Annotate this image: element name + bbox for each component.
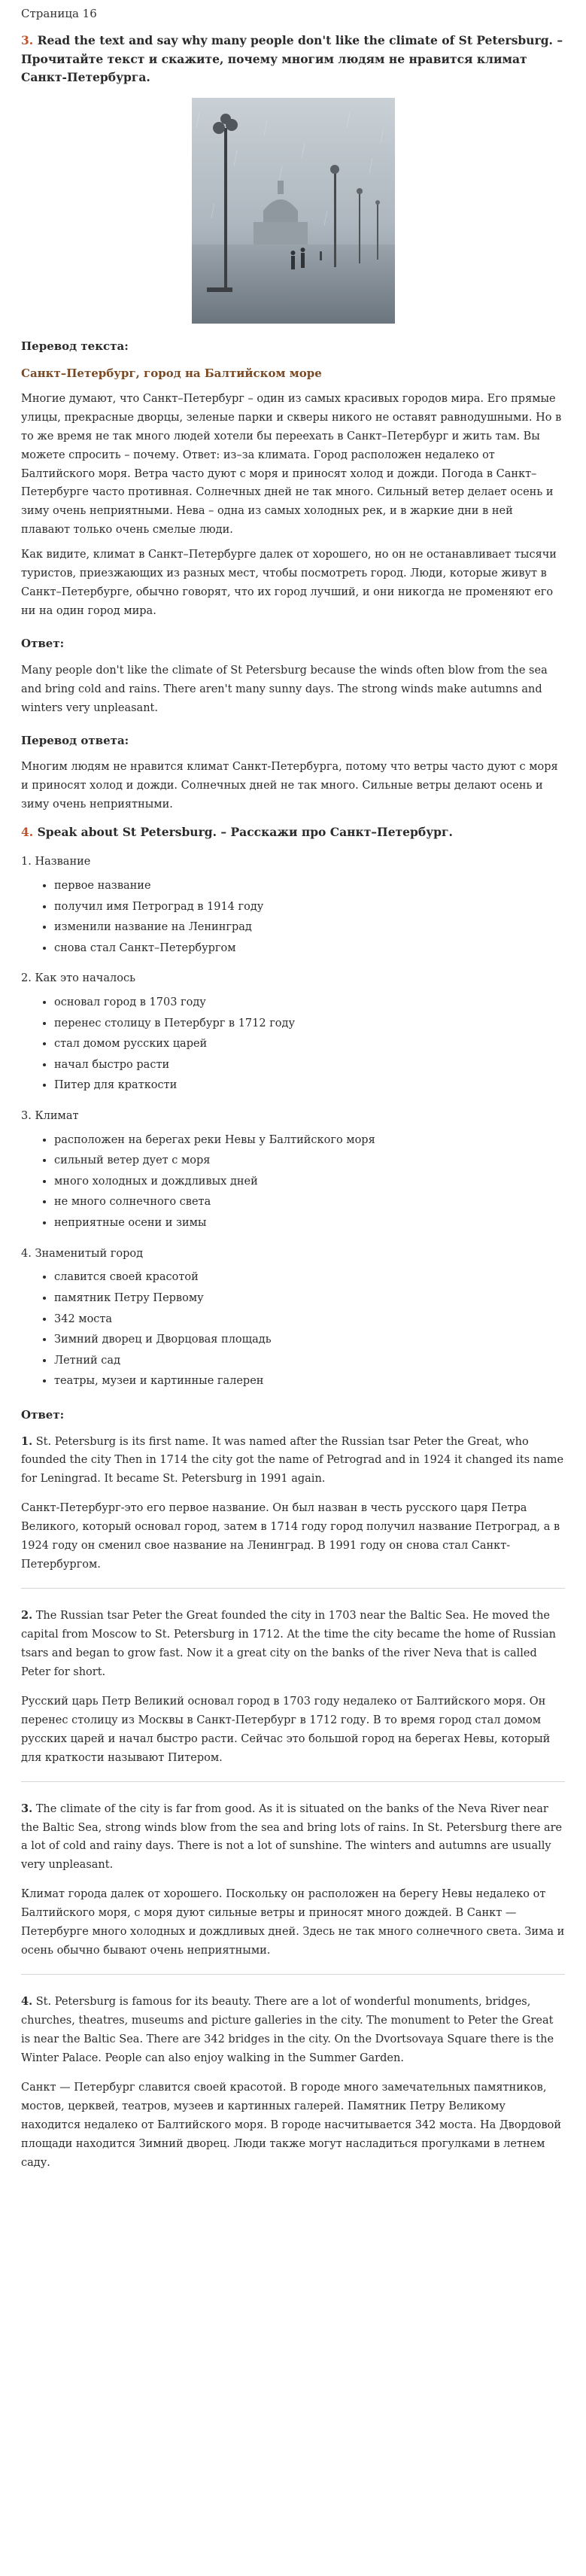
plan-list (21, 1267, 565, 1391)
plan-heading: 3. Климат (21, 1109, 79, 1122)
plan-item: • основал город в 1703 году (54, 993, 565, 1014)
answer-en (21, 1993, 565, 2068)
plan-item: • славится своей красотой (54, 1267, 565, 1288)
divider (21, 1974, 565, 1975)
st-petersburg-rainy-square-photo (192, 98, 395, 324)
task-3-text: Read the text and say why many people don't like the climate of St Petersburg. – Прочитайте текст и скажите, почему многим людям не нравится климат Санкт-Петербурга. (21, 32, 563, 85)
answer-block-2 (21, 1607, 565, 1768)
answer-en (21, 1433, 565, 1489)
answer-number: 4. (21, 1995, 33, 2009)
plan-item: • неприятные осени и зимы (54, 1213, 565, 1234)
plan-item: • Зимний дворец и Дворцовая площадь (54, 1330, 565, 1351)
divider (21, 1781, 565, 1782)
task-4-instruction (21, 823, 565, 842)
plan-item: • не много солнечного света (54, 1192, 565, 1213)
plan-list (21, 1130, 565, 1234)
plan-item: • Летний сад (54, 1351, 565, 1372)
answer-heading: Ответ: (21, 637, 65, 651)
answer-number: 2. (21, 1609, 33, 1623)
plan-item: • перенес столицу в Петербург в 1712 году (54, 1014, 565, 1035)
answer-ru: Санкт — Петербург славится своей красотой. В городе много замечательных памятников, мостов, церквей, театров, музеев и картинных галерей. Памятник Петру Великому находится недалеко от Балтийского моря. В городе насчитывается 342 моста. На Двордовой площади находится Зимний дворец. Люди также могут насладиться прогулками в летнем саду. (21, 2081, 562, 2169)
plan-section-3 (21, 1107, 565, 1234)
answer-en-text: The climate of the city is far from good. As it is situated on the banks of the Neva River near the Baltic Sea, strong winds blow from the sea and bring lots of rains. In St. Petersburg there are a lot of cold and rainy days. There is not a lot of sunshine. The winters and autumns are usually very unpleasant. (21, 1802, 563, 1872)
task-3-number: 3. (21, 32, 34, 47)
plan-item: • много холодных и дождливых дней (54, 1172, 565, 1193)
text-paragraph-2: Как видите, климат в Санкт–Петербурге далек от хорошего, но он не останавливает тысячи туристов, приезжающих из разных мест, чтобы посмотреть город. Люди, которые живут в Санкт–Петербурге, обычно говорят, что их город лучший, и они никогда не променяют его ни на один город мира. (21, 549, 557, 618)
plan-section-2 (21, 969, 565, 1096)
answer-number: 3. (21, 1802, 33, 1815)
answer-en (21, 1800, 565, 1875)
plan-item: • получил имя Петроград в 1914 году (54, 897, 565, 918)
plan-item: • снова стал Санкт–Петербургом (54, 938, 565, 960)
page-number-label: Страница 16 (21, 7, 97, 20)
answer-en-text: The Russian tsar Peter the Great founded the city in 1703 near the Baltic Sea. He moved the capital from Moscow to St. Petersburg in 1712. At the time the city became the home of Russian tsars and began to grow fast. Now it a great city on the banks of the river Neva that is called Peter for short. (21, 1610, 556, 1678)
answer-block-3 (21, 1800, 565, 1961)
answer-block-1 (21, 1433, 565, 1575)
photo-container (21, 98, 565, 324)
plan-item: • театры, музеи и картинные галерен (54, 1371, 565, 1392)
text-title: Санкт–Петербург, город на Балтийском море (21, 366, 322, 380)
plan-heading: 2. Как это началось (21, 972, 135, 985)
task-4-answer-heading: Ответ: (21, 1407, 65, 1422)
plan-section-1 (21, 853, 565, 959)
answer-ru: Санкт-Петербург-это его первое название. Он был назван в честь русского царя Петра Великого, который основал город, затем в 1714 году город получил название Петроград, а в 1924 году он сменил свое название на Ленинград. В 1991 году он снова стал Санкт-Петербургом. (21, 1502, 560, 1571)
plan-item: • начал быстро расти (54, 1055, 565, 1076)
answer-translation-heading: Перевод ответа: (21, 733, 129, 747)
answer-translation: Многим людям не нравится климат Санкт-Петербурга, потому что ветры часто дуют с моря и приносят холод и дожди. Солнечных дней не так много. Сильные ветры делают осень и зиму очень неприятными. (21, 761, 558, 811)
translation-heading: Перевод текста: (21, 339, 129, 354)
plan-heading: 4. Знаменитый город (21, 1247, 144, 1260)
plan-item: • изменили название на Ленинград (54, 917, 565, 938)
task-3-instruction (21, 32, 565, 87)
task-4-text: Speak about St Petersburg. – Расскажи про Санкт–Петербург. (33, 825, 453, 840)
task-4-number: 4. (21, 825, 34, 840)
plan-item: • сильный ветер дует с моря (54, 1151, 565, 1172)
answer-number: 1. (21, 1434, 33, 1448)
answer-en-text: St. Petersburg is its first name. It was named after the Russian tsar Peter the Great, who founded the city Then in 1714 the city got the name of Petrograd and in 1924 it changed its name for Leningrad. It became St. Petersburg in 1991 again. (21, 1435, 564, 1486)
answer-en (21, 1607, 565, 1682)
answer-block-4 (21, 1993, 565, 2172)
plan-heading: 1. Название (21, 856, 91, 868)
answer-ru: Климат города далек от хорошего. Поскольку он расположен на берегу Невы недалеко от Балтийского моря, с моря дуют сильные ветры и приносят много дождей. В Санкт — Петербурге много холодных и дождливых дней. Здесь не так много солнечного света. Зима и осень обычно бывают очень неприятными. (21, 1888, 565, 1957)
plan-item: • первое название (54, 876, 565, 897)
plan-item: • памятник Петру Первому (54, 1288, 565, 1309)
plan-item: • 342 моста (54, 1309, 565, 1331)
answer-text: Many people don't like the climate of St Petersburg because the winds often blow from the sea and bring cold and rains. There aren't many sunny days. The strong winds make autumns and winters very unpleasant. (21, 664, 548, 714)
plan-item: • расположен на берегах реки Невы у Балтийского моря (54, 1130, 565, 1151)
answer-en-text: St. Petersburg is famous for its beauty. There are a lot of wonderful monuments, bridges, churches, theatres, museums and picture galleries in the city. The monument to Peter the Great is near the Baltic Sea. There are 342 bridges in the city. On the Dvortsovaya Square there is the Winter Palace. People can also enjoy walking in the Summer Garden. (21, 1996, 554, 2064)
plan-item: • Питер для краткости (54, 1075, 565, 1096)
plan-item: • стал домом русских царей (54, 1034, 565, 1055)
plan-section-4 (21, 1245, 565, 1392)
plan-list (21, 993, 565, 1096)
text-paragraph-1: Многие думают, что Санкт–Петербург – один из самых красивых городов мира. Его прямые улицы, прекрасные дворцы, зеленые парки и скверы никого не оставят равнодушными. Но в то же время не так много людей хотели бы переехать в Санкт–Петербург и жить там. Вы можете спросить – почему. Ответ: из–за климата. Город расположен недалеко от Балтийского моря. Ветра часто дуют с моря и приносят холод и дожди. Погода в Санкт–Петербурге часто противная. Солнечных дней не так много. Сильный ветер делает осень и зиму очень неприятными. Нева – одна из самых холодных рек, и в жаркие дни в ней плавают только очень смелые люди. (21, 392, 562, 537)
answer-ru: Русский царь Петр Великий основал город в 1703 году недалеко от Балтийского моря. Он перенес столицу из Москвы в Санкт-Петербург в 1712 году. В то время город стал домом русских царей и начал быстро расти. Сейчас это большой город на берегах Невы, который для краткости называют Питером. (21, 1695, 551, 1764)
plan-list (21, 876, 565, 959)
divider (21, 1588, 565, 1589)
